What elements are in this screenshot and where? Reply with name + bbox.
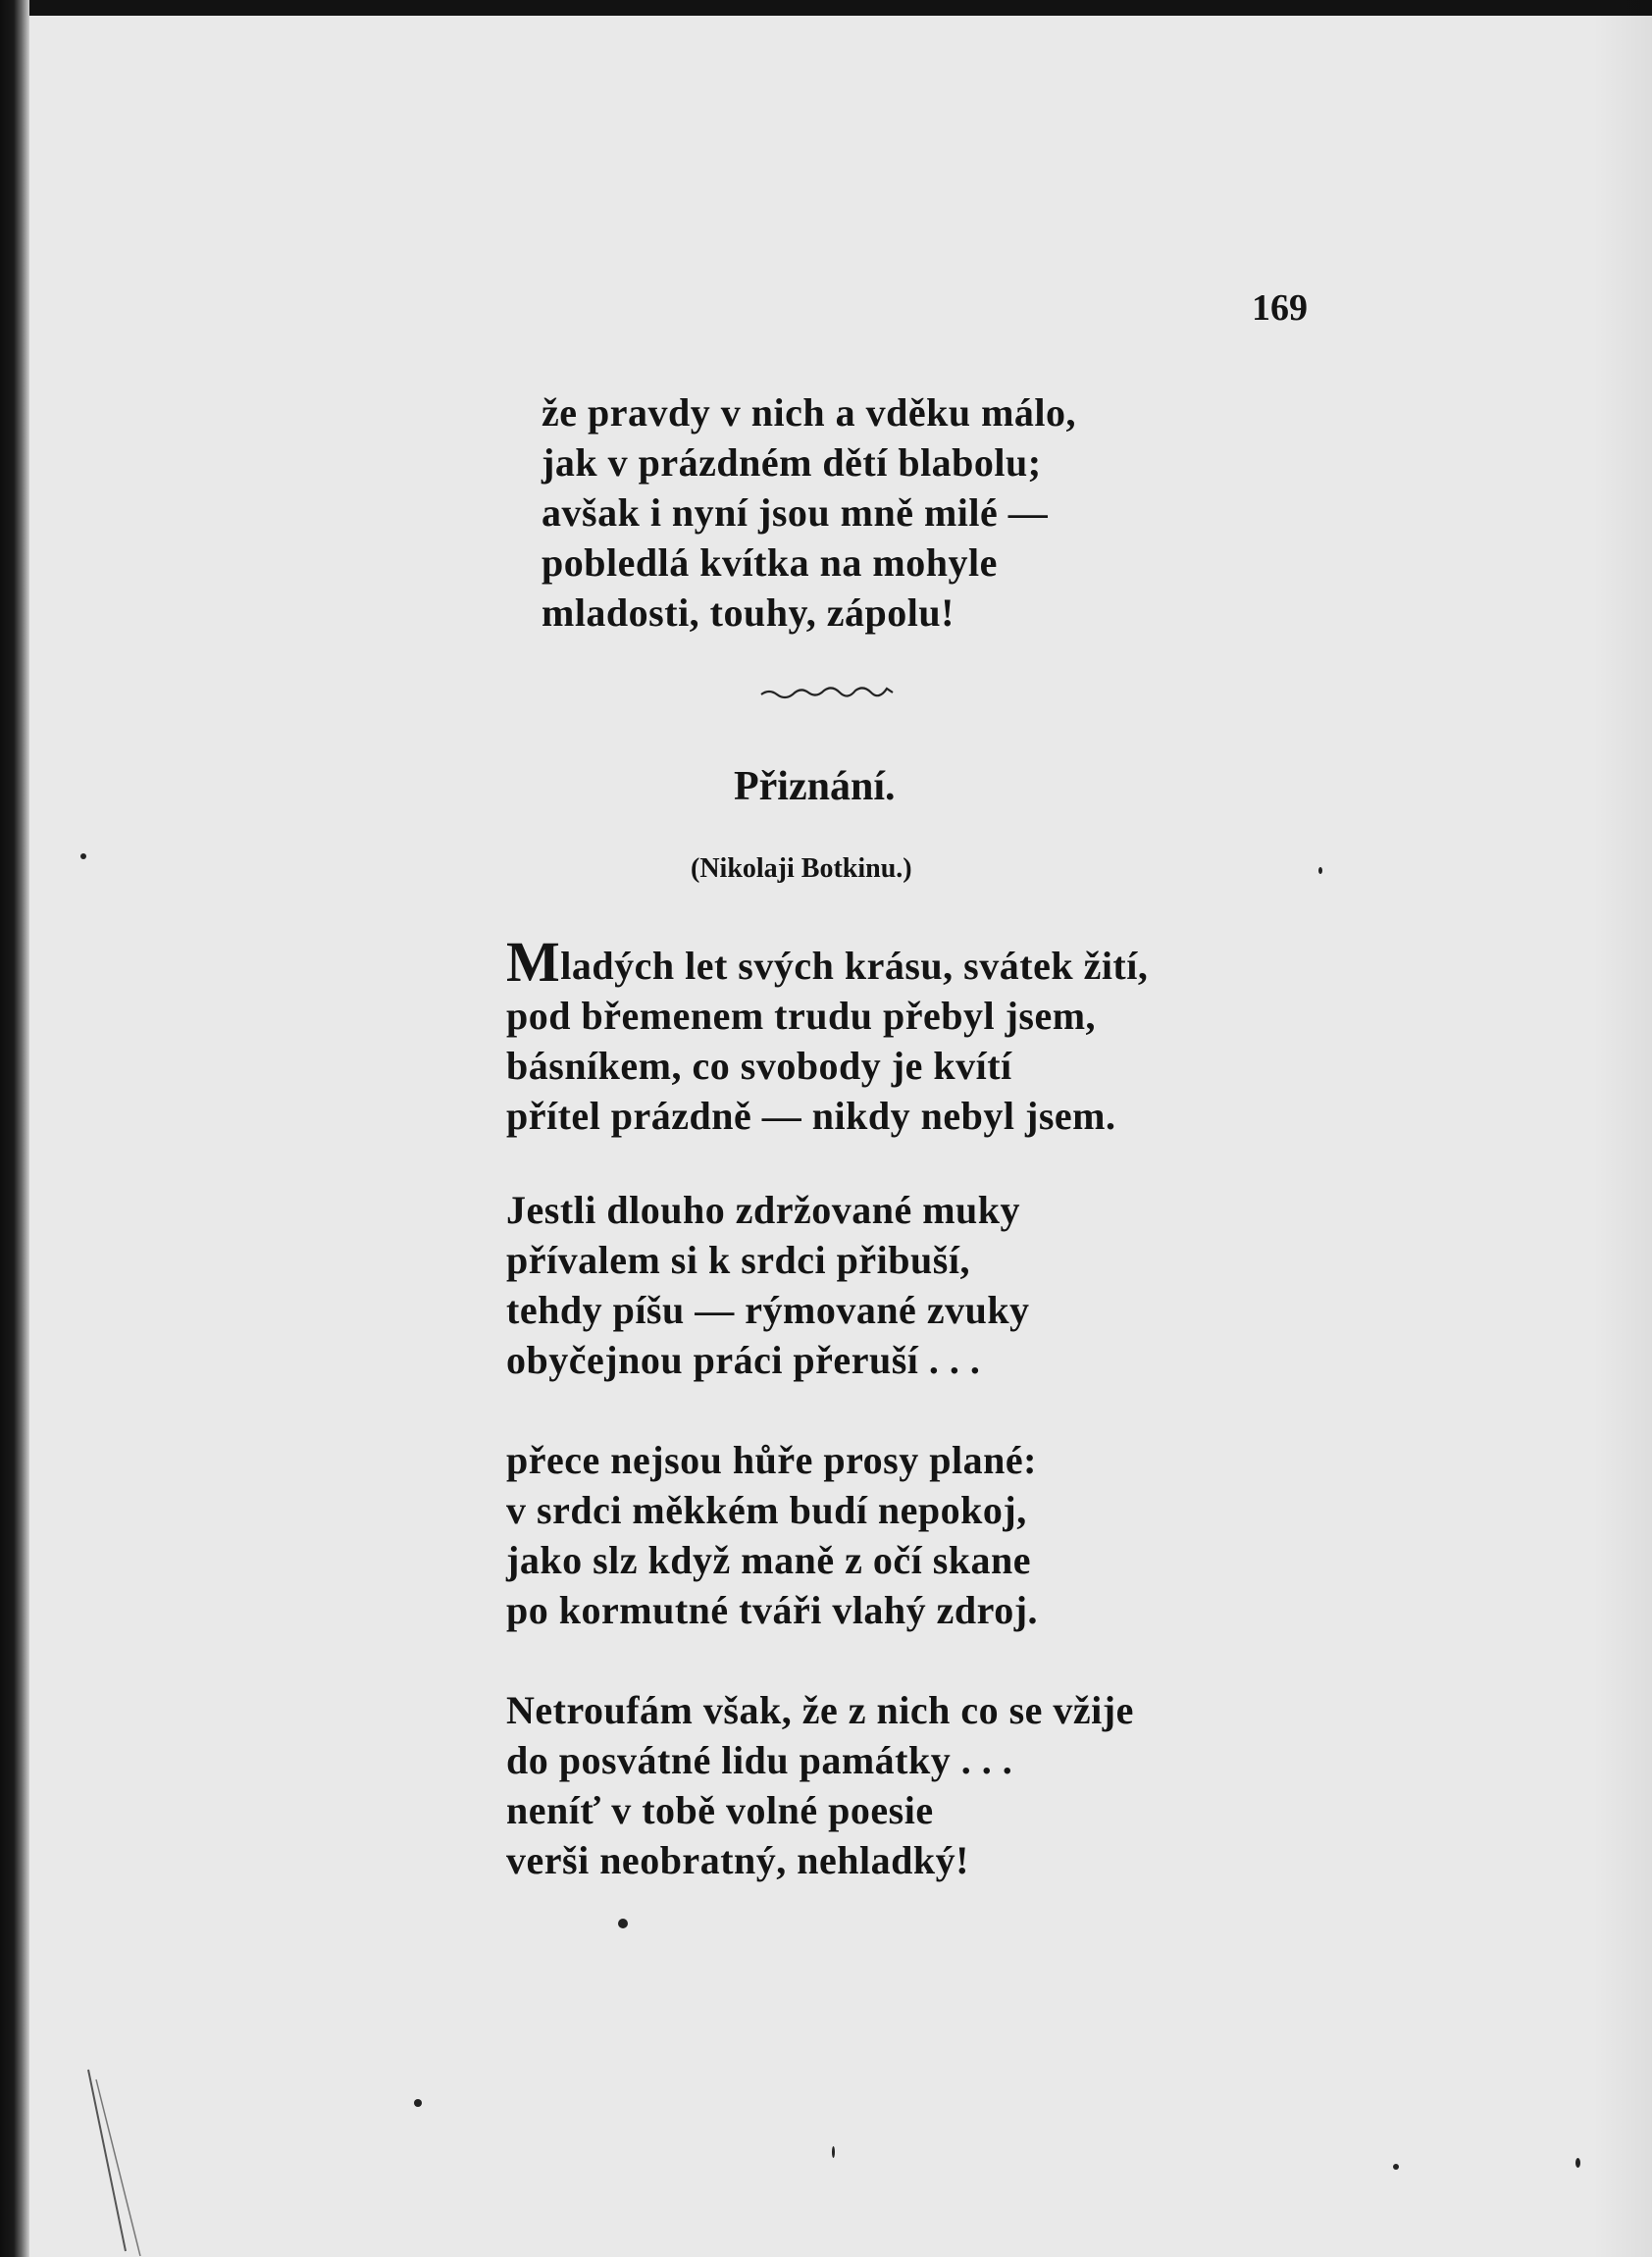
page-number: 169 bbox=[1252, 287, 1308, 329]
verse-line: v srdci měkkém budí nepokoj, bbox=[506, 1488, 1027, 1532]
ink-speck bbox=[832, 2146, 835, 2158]
verse-line: básníkem, co svobody je kvítí bbox=[506, 1044, 1012, 1088]
verse-line: avšak i nyní jsou mně milé — bbox=[542, 490, 1049, 535]
page-shadow bbox=[1593, 0, 1652, 2257]
drop-cap-initial: M bbox=[506, 930, 561, 994]
ink-speck bbox=[1575, 2158, 1580, 2168]
stanza-2 bbox=[506, 1185, 1030, 1385]
paper-crease-mark bbox=[86, 2060, 165, 2256]
verse-line: že pravdy v nich a vděku málo, bbox=[542, 390, 1077, 435]
stanza-1 bbox=[506, 930, 1149, 1141]
verse-line: mladosti, touhy, zápolu! bbox=[542, 590, 955, 635]
ink-speck bbox=[414, 2099, 422, 2107]
previous-poem-ending bbox=[542, 387, 1076, 638]
verse-line: obyčejnou práci přeruší . . . bbox=[506, 1338, 981, 1382]
ink-speck bbox=[1393, 2164, 1399, 2170]
poem-dedication: (Nikolaji Botkinu.) bbox=[691, 853, 912, 884]
verse-line: neníť v tobě volné poesie bbox=[506, 1788, 934, 1832]
poem-title: Přiznání. bbox=[734, 764, 896, 809]
verse-line bbox=[506, 930, 1149, 994]
scan-binding-edge bbox=[0, 0, 29, 2257]
verse-line: Jestli dlouho zdržované muky bbox=[506, 1188, 1021, 1232]
verse-line: jak v prázdném dětí blabolu; bbox=[542, 440, 1042, 485]
verse-line: přítel prázdně — nikdy nebyl jsem. bbox=[506, 1094, 1116, 1138]
verse-line: do posvátné lidu památky . . . bbox=[506, 1738, 1013, 1782]
stanza-4 bbox=[506, 1685, 1134, 1885]
ink-speck bbox=[618, 1919, 628, 1928]
verse-line: verši neobratný, nehladký! bbox=[506, 1838, 969, 1882]
verse-line: po kormutné tváři vlahý zdroj. bbox=[506, 1588, 1039, 1632]
verse-line: přece nejsou hůře prosy plané: bbox=[506, 1438, 1037, 1482]
wavy-line-ornament-icon bbox=[759, 683, 897, 702]
verse-line: tehdy píšu — rýmované zvuky bbox=[506, 1288, 1030, 1332]
stanza-3 bbox=[506, 1435, 1038, 1635]
verse-line: Netroufám však, že z nich co se vžije bbox=[506, 1688, 1134, 1732]
verse-line: jako slz když maně z očí skane bbox=[506, 1538, 1031, 1582]
verse-line: přívalem si k srdci přibuší, bbox=[506, 1238, 970, 1282]
verse-line: pod břemenem trudu přebyl jsem, bbox=[506, 994, 1097, 1038]
verse-line: pobledlá kvítka na mohyle bbox=[542, 540, 998, 585]
ink-speck bbox=[80, 853, 86, 859]
verse-line-rest: ladých let svých krásu, svátek žití, bbox=[560, 944, 1149, 988]
scan-top-edge bbox=[0, 0, 1652, 16]
ink-speck bbox=[1318, 867, 1322, 874]
